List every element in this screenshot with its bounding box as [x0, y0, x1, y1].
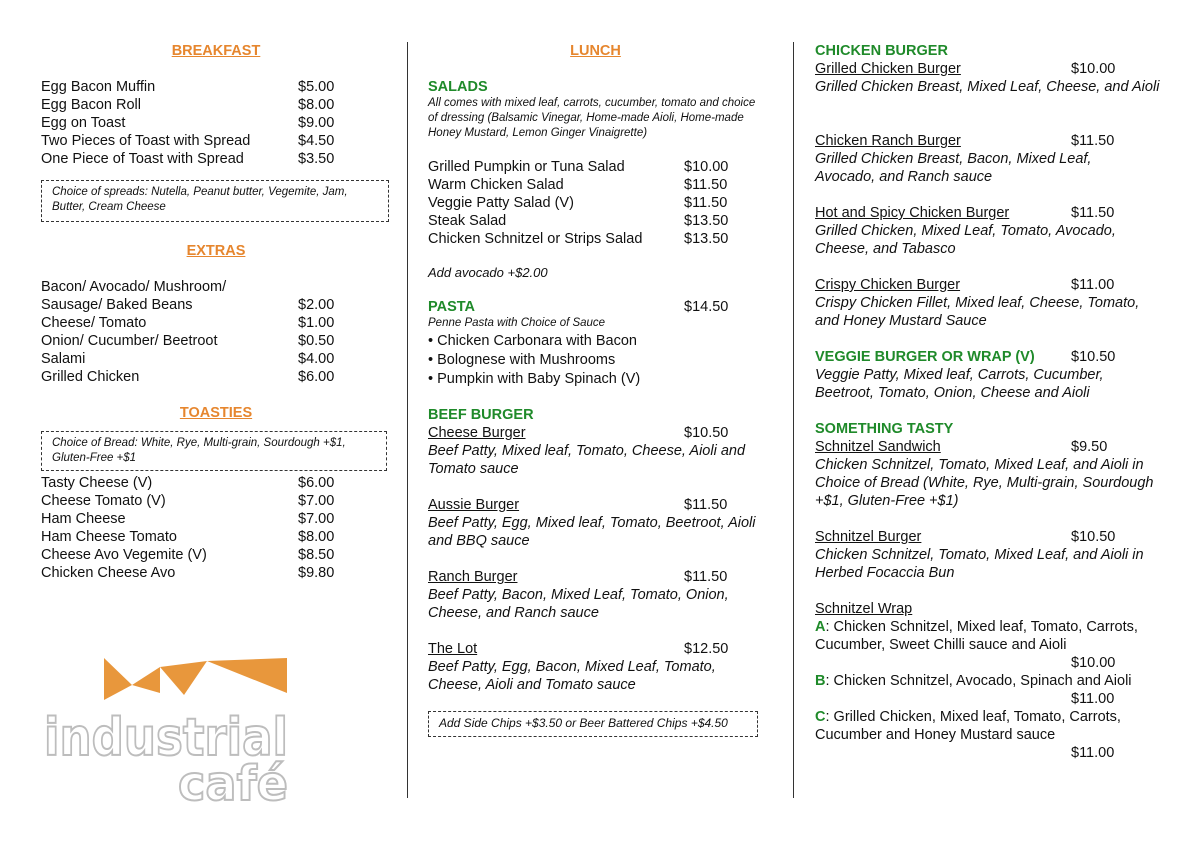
- column-divider: [407, 42, 408, 798]
- burger-description: Beef Patty, Bacon, Mixed Leaf, Tomato, Onion, Cheese, and Ranch sauce: [428, 587, 729, 621]
- pasta-option: • Pumpkin with Baby Spinach (V): [428, 371, 641, 387]
- breakfast-item-name: Egg on Toast: [41, 115, 126, 131]
- pasta-price: $14.50: [684, 299, 729, 315]
- toastie-item-price: $7.00: [298, 493, 335, 509]
- breakfast-item-name: Two Pieces of Toast with Spread: [41, 133, 251, 149]
- schnitzel-item-price: $9.50: [1071, 439, 1108, 455]
- schnitzel-item-price: $10.50: [1071, 529, 1116, 545]
- extras-item-name: Sausage/ Baked Beans: [41, 297, 193, 313]
- extras-item-price: $0.50: [298, 333, 335, 349]
- spreads-note: Choice of spreads: Nutella, Peanut butter, Vegemite, Jam, Butter, Cream Cheese: [41, 180, 389, 222]
- toastie-item-price: $9.80: [298, 565, 335, 581]
- veggie-description: Veggie Patty, Mixed leaf, Carrots, Cucumber, Beetroot, Tomato, Onion, Cheese and Aioli: [815, 367, 1104, 401]
- burger-name: Cheese Burger: [428, 425, 526, 441]
- burger-description: Beef Patty, Mixed leaf, Tomato, Cheese, Aioli and Tomato sauce: [428, 443, 746, 477]
- bullet-icon: •: [428, 352, 438, 368]
- veggie-heading: VEGGIE BURGER OR WRAP (V): [815, 349, 1035, 365]
- extras-item-name: Bacon/ Avocado/ Mushroom/: [41, 279, 227, 295]
- extras-item-price: $6.00: [298, 369, 335, 385]
- chicken-burger-description: Grilled Chicken Breast, Bacon, Mixed Leaf, Avocado, and Ranch sauce: [815, 151, 1092, 185]
- burger-name: Aussie Burger: [428, 497, 520, 513]
- burger-name: Ranch Burger: [428, 569, 518, 585]
- salad-item-price: $13.50: [684, 231, 729, 247]
- breakfast-item-price: $4.50: [298, 133, 335, 149]
- bullet-icon: •: [428, 333, 438, 349]
- toastie-item-price: $7.00: [298, 511, 335, 527]
- toastie-item-name: Tasty Cheese (V): [41, 475, 153, 491]
- wrap-option-price: $11.00: [1071, 745, 1115, 761]
- salad-item-name: Veggie Patty Salad (V): [428, 195, 574, 211]
- salad-item-price: $10.00: [684, 159, 729, 175]
- chicken-burger-name: Crispy Chicken Burger: [815, 277, 961, 293]
- pasta-option: • Bolognese with Mushrooms: [428, 352, 616, 368]
- logo-triangles: [104, 658, 287, 700]
- wrap-option-price: $10.00: [1071, 655, 1116, 671]
- salads-description: All comes with mixed leaf, carrots, cucumber, tomato and choice of dressing (Balsamic Vinegar, Home-made Aioli, Home-made Honey Mustard, Lemon Ginger Vinaigrette): [428, 97, 756, 139]
- toastie-item-name: Ham Cheese: [41, 511, 126, 527]
- extras-item-name: Onion/ Cucumber/ Beetroot: [41, 333, 218, 349]
- toastie-item-name: Cheese Tomato (V): [41, 493, 166, 509]
- breakfast-heading: BREAKFAST: [171, 43, 261, 59]
- extras-item-name: Cheese/ Tomato: [41, 315, 147, 331]
- breakfast-item-price: $3.50: [298, 151, 335, 167]
- chicken-burger-name: Chicken Ranch Burger: [815, 133, 961, 149]
- chips-note: Add Side Chips +$3.50 or Beer Battered Chips +$4.50: [428, 711, 758, 737]
- schnitzel-wrap-name: Schnitzel Wrap: [815, 601, 913, 617]
- industrial-cafe-logo: [42, 655, 292, 812]
- extras-heading: EXTRAS: [186, 243, 246, 259]
- toastie-item-name: Ham Cheese Tomato: [41, 529, 177, 545]
- extras-item-price: $4.00: [298, 351, 335, 367]
- schnitzel-item-description: Chicken Schnitzel, Tomato, Mixed Leaf, and Aioli in Herbed Focaccia Bun: [815, 547, 1144, 581]
- toastie-item-price: $6.00: [298, 475, 335, 491]
- chicken-burger-name: Grilled Chicken Burger: [815, 61, 961, 77]
- salad-item-name: Grilled Pumpkin or Tuna Salad: [428, 159, 625, 175]
- breakfast-item-name: Egg Bacon Roll: [41, 97, 141, 113]
- chicken-burger-heading: CHICKEN BURGER: [815, 43, 948, 59]
- extras-item-name: Grilled Chicken: [41, 369, 140, 385]
- chicken-burger-description: Grilled Chicken, Mixed Leaf, Tomato, Avocado, Cheese, and Tabasco: [815, 223, 1116, 257]
- breakfast-item-price: $5.00: [298, 79, 335, 95]
- breakfast-item-price: $9.00: [298, 115, 335, 131]
- wrap-option-price: $11.00: [1071, 691, 1115, 707]
- chicken-burger-price: $11.00: [1071, 277, 1115, 293]
- extras-item-price: $1.00: [298, 315, 335, 331]
- logo-text-cafe: café: [178, 756, 288, 812]
- salad-item-price: $13.50: [684, 213, 729, 229]
- salad-item-name: Chicken Schnitzel or Strips Salad: [428, 231, 643, 247]
- toastie-item-name: Cheese Avo Vegemite (V): [41, 547, 207, 563]
- bullet-icon: •: [428, 371, 438, 387]
- extras-item-price: $2.00: [298, 297, 335, 313]
- chicken-burger-price: $11.50: [1071, 133, 1115, 149]
- salads-heading: SALADS: [428, 79, 488, 95]
- pasta-option: • Chicken Carbonara with Bacon: [428, 333, 637, 349]
- wrap-option-c: C: Grilled Chicken, Mixed leaf, Tomato, Carrots, Cucumber and Honey Mustard sauce: [815, 709, 1121, 743]
- beef-burger-heading: BEEF BURGER: [428, 407, 534, 423]
- chicken-burger-name: Hot and Spicy Chicken Burger: [815, 205, 1010, 221]
- salad-item-price: $11.50: [684, 177, 728, 193]
- something-tasty-heading: SOMETHING TASTY: [815, 421, 954, 437]
- schnitzel-item-name: Schnitzel Sandwich: [815, 439, 941, 455]
- chicken-burger-price: $10.00: [1071, 61, 1116, 77]
- salad-item-name: Steak Salad: [428, 213, 507, 229]
- burger-price: $12.50: [684, 641, 729, 657]
- schnitzel-item-name: Schnitzel Burger: [815, 529, 922, 545]
- schnitzel-item-description: Chicken Schnitzel, Tomato, Mixed Leaf, and Aioli in Choice of Bread (White, Rye, Multi-grain, Sourdough +$1, Gluten-Free +$1): [815, 457, 1154, 509]
- toasties-heading: TOASTIES: [179, 405, 253, 421]
- chicken-burger-description: Crispy Chicken Fillet, Mixed leaf, Cheese, Tomato, and Honey Mustard Sauce: [815, 295, 1140, 329]
- lunch-heading: LUNCH: [570, 43, 621, 59]
- salad-item-price: $11.50: [684, 195, 728, 211]
- burger-price: $11.50: [684, 569, 728, 585]
- breakfast-item-price: $8.00: [298, 97, 335, 113]
- avocado-addon: Add avocado +$2.00: [428, 265, 548, 280]
- burger-price: $11.50: [684, 497, 728, 513]
- bread-note: Choice of Bread: White, Rye, Multi-grain, Sourdough +$1, Gluten-Free +$1: [41, 431, 387, 471]
- extras-item-name: Salami: [41, 351, 86, 367]
- chicken-burger-price: $11.50: [1071, 205, 1115, 221]
- pasta-heading: PASTA: [428, 299, 475, 315]
- burger-price: $10.50: [684, 425, 729, 441]
- wrap-option-a: A: Chicken Schnitzel, Mixed leaf, Tomato, Carrots, Cucumber, Sweet Chilli sauce and Aioli: [815, 619, 1138, 653]
- pasta-description: Penne Pasta with Choice of Sauce: [428, 317, 606, 329]
- burger-description: Beef Patty, Egg, Bacon, Mixed Leaf, Tomato, Cheese, Aioli and Tomato sauce: [428, 659, 716, 693]
- toastie-item-price: $8.50: [298, 547, 335, 563]
- salad-item-name: Warm Chicken Salad: [428, 177, 564, 193]
- veggie-price: $10.50: [1071, 349, 1116, 365]
- toastie-item-price: $8.00: [298, 529, 335, 545]
- burger-description: Beef Patty, Egg, Mixed leaf, Tomato, Beetroot, Aioli and BBQ sauce: [428, 515, 756, 549]
- breakfast-item-name: One Piece of Toast with Spread: [41, 151, 244, 167]
- burger-name: The Lot: [428, 641, 478, 657]
- wrap-option-b: B: Chicken Schnitzel, Avocado, Spinach and Aioli: [815, 673, 1132, 689]
- logo-text-industrial: industrial: [44, 708, 288, 768]
- chicken-burger-description: Grilled Chicken Breast, Mixed Leaf, Cheese, and Aioli: [815, 79, 1160, 95]
- column-divider: [793, 42, 794, 798]
- breakfast-item-name: Egg Bacon Muffin: [41, 79, 156, 95]
- toastie-item-name: Chicken Cheese Avo: [41, 565, 176, 581]
